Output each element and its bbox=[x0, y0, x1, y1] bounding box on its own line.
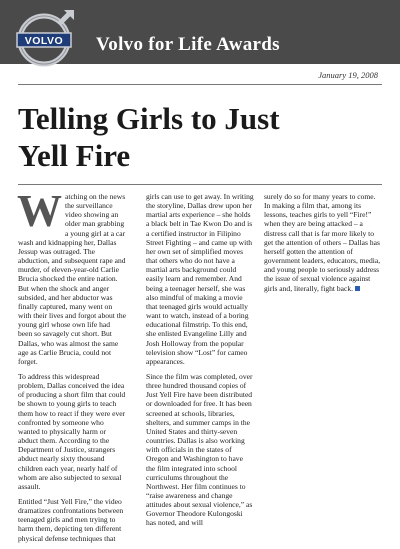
paragraph bbox=[264, 192, 382, 293]
paragraph: girls can use to get away. In writing the storyline, Dallas drew upon her martial arts experience – she holds a black belt in Tae Kwon Do and is a certified instructor in Filipino Street Fighting – and came up with her own set of simplified moves that others who do not have a martial arts background could easily learn and remember. And being a teenager herself, she was also mindful of making a movie that teenaged girls would actually want to watch, instead of a boring educational filmstrip. To this end, she enlisted Evangeline Lilly and Josh Holloway from the popular television show “Lost” for cameo appearances. bbox=[146, 192, 254, 366]
banner-title: Volvo for Life Awards bbox=[96, 34, 280, 55]
paragraph: Entitled “Just Yell Fire,” the video dramatizes confrontations between teenaged girls and men trying to harm them, depicting ten different physical defense techniques that bbox=[18, 497, 124, 543]
paragraph: To address this widespread problem, Dallas conceived the idea of producing a short film that could be shown to young girls to teach them how to react if they were ever confronted by someone who wanted to physically harm or abduct them. According to the Department of Justice, strangers abduct nearly sixty thousand children each year, nearly half of whom are also subjected to sexual assault. bbox=[18, 371, 126, 491]
header-banner bbox=[0, 0, 400, 64]
publication-date: January 19, 2008 bbox=[318, 70, 378, 80]
svg-text:VOLVO: VOLVO bbox=[24, 35, 64, 47]
article-headline: Telling Girls to Just Yell Fire bbox=[18, 101, 280, 173]
article-column-2 bbox=[146, 192, 254, 534]
paragraph-text: surely do so for many years to come. In making a film that, among its lessons, teaches girls to yell “Fire!” when they are being attacked – a distress call that is far more likely to get the attention of others – Dallas has herself gotten the attention of government leaders, educators, media, and young people to seriously address the issue of sexual violence against girls and, literally, fight back. bbox=[264, 192, 381, 293]
volvo-logo bbox=[14, 8, 78, 72]
paragraph: Since the film was completed, over three hundred thousand copies of Just Yell Fire have been distributed or downloaded for free. It has been screened at schools, libraries, shelters, and summer camps in the United States and thirty-seven countries. Dallas is also working with officials in the states of Oregon and Washington to have the film integrated into school curriculums throughout the Northwest. Her film continues to “raise awareness and change attitudes about sexual violence,” as Governor Theodore Kulongoski has noted, and will bbox=[146, 371, 253, 528]
article-column-1 bbox=[17, 186, 127, 549]
paragraph bbox=[17, 186, 127, 366]
end-mark-icon bbox=[355, 286, 360, 291]
paragraph-text: atching on the news the surveillance video showing an older man grabbing a young girl at a car wash and kidnapping her, Dallas Jessup was outraged. The abduction, and subsequent rape and murder, of eleven-year-old Carlie Brucia shocked the entire nation. But when the shock and anger subsided, and her abductor was finally captured, many went on with their lives and forgot about the young girl whose own life had been so savagely cut short. But Dallas, who was almost the same age as Carlie Brucia, could not forget. bbox=[18, 192, 127, 366]
divider bbox=[18, 84, 382, 85]
article-column-3 bbox=[264, 192, 382, 299]
divider bbox=[18, 184, 382, 185]
drop-cap: W bbox=[17, 186, 62, 236]
